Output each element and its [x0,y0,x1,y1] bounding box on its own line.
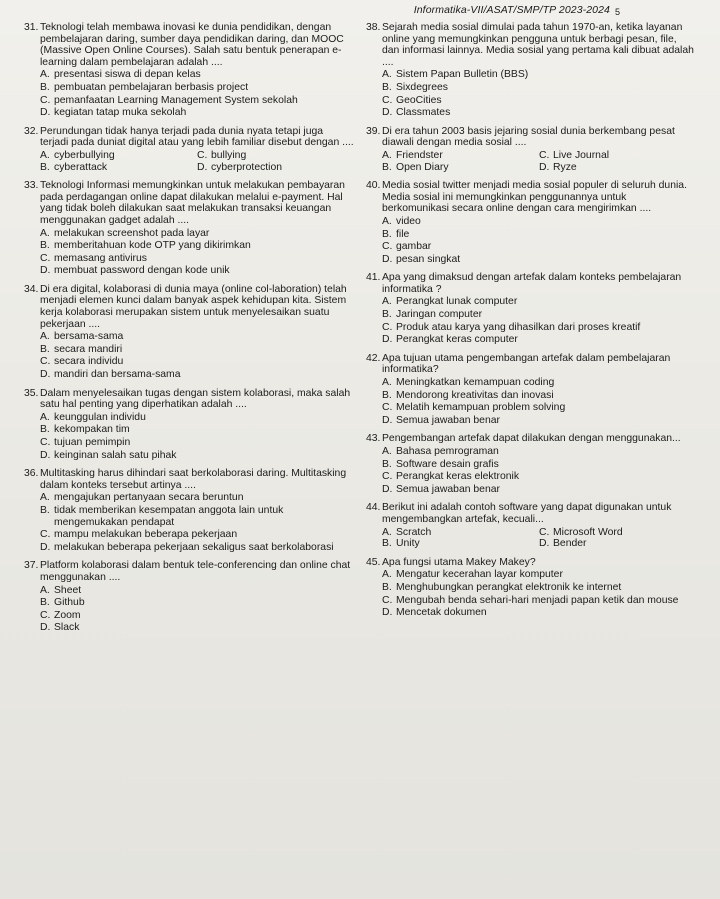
option-text: Friendster [396,149,443,161]
answer-option[interactable] [40,622,354,634]
question-number: 42. [366,352,381,364]
question-stem [24,468,354,491]
option-letter: D. [40,449,51,461]
option-letter: B. [382,538,392,550]
option-letter: B. [40,81,50,93]
answer-option[interactable] [382,254,696,266]
answer-option[interactable] [40,265,354,277]
option-letter: A. [40,149,50,161]
answer-options [382,527,696,550]
option-text: cyberprotection [211,161,283,173]
question-number: 33. [24,180,39,192]
option-text: mengajukan pertanyaan secara beruntun [54,492,244,504]
option-letter: D. [382,253,393,265]
option-letter: D. [539,538,550,550]
question-stem [366,126,696,149]
option-letter: D. [382,107,393,119]
option-text: mampu melakukan beberapa pekerjaan [54,529,238,541]
answer-option[interactable] [382,334,696,346]
answer-option[interactable] [382,241,696,253]
answer-option[interactable] [40,356,354,368]
answer-option[interactable] [197,150,354,162]
answer-options [382,69,696,118]
option-text: Mendorong kreativitas dan inovasi [396,389,554,401]
option-letter: A. [382,569,392,581]
option-text: bersama-sama [54,331,124,343]
option-letter: B. [382,309,392,321]
answer-option[interactable] [382,484,696,496]
option-letter: B. [40,161,50,173]
option-text: Slack [54,622,80,634]
question-text: Di era tahun 2003 basis jejaring sosial dunia berkembang pesat diawali dengan media sosial .... [382,125,675,149]
option-text: tujuan pemimpin [54,437,131,448]
option-text: pesan singkat [396,253,461,265]
question-text: Platform kolaborasi dalam bentuk tele-conferencing dan online chat menggunakan .... [40,560,351,583]
question-stem [366,180,696,215]
answer-option[interactable] [40,424,354,436]
option-text: Perangkat keras computer [396,334,518,346]
answer-options [40,331,354,380]
answer-options [40,228,354,277]
option-text: melakukan beberapa pekerjaan sekaligus saat berkolaborasi [54,541,334,553]
question-number: 45. [366,556,381,568]
answer-option[interactable] [40,585,354,597]
option-text: pembuatan pembelajaran berbasis project [54,81,249,93]
question-number: 38. [366,22,381,33]
option-text: Bender [553,538,587,550]
option-text: file [396,228,410,240]
option-letter: D. [382,607,393,619]
question-text: Pengembangan artefak dapat dilakukan dengan menggunakan... [382,433,681,445]
answer-option[interactable] [40,69,354,81]
question-item [24,22,354,119]
answer-options [40,150,354,173]
option-letter: C. [197,149,208,161]
option-letter: B. [40,343,50,355]
question-number: 31. [24,22,39,33]
question-stem [24,284,354,330]
option-letter: B. [40,504,50,516]
option-letter: A. [382,69,392,81]
option-letter: C. [539,526,550,538]
option-letter: B. [382,161,392,173]
question-stem [366,433,696,445]
option-text: Produk atau karya yang dihasilkan dari proses kreatif [396,321,641,333]
answer-option[interactable] [382,446,696,458]
option-text: Mengubah benda sehari-hari menjadi papan ketik dan mouse [396,594,679,606]
option-letter: A. [382,446,392,457]
answer-option[interactable] [40,162,197,174]
answer-option[interactable] [40,369,354,381]
option-letter: A. [382,526,392,538]
option-letter: D. [40,369,51,381]
option-text: pemanfaatan Learning Management System sekolah [54,94,298,106]
answer-option[interactable] [382,162,539,174]
answer-options [382,296,696,345]
option-letter: C. [382,594,393,606]
question-number: 40. [366,180,381,192]
option-letter: C. [40,609,51,621]
option-letter: D. [382,334,393,346]
question-number: 36. [24,468,39,480]
answer-option[interactable] [382,527,539,539]
question-number: 44. [366,502,381,514]
option-letter: D. [539,161,550,173]
option-letter: A. [40,69,50,81]
option-letter: C. [382,321,393,333]
option-text: tidak memberikan kesempatan anggota lain untuk mengemukakan pendapat [54,504,284,528]
answer-option[interactable] [40,529,354,541]
answer-options [382,377,696,426]
option-text: bullying [211,149,247,161]
option-text: keunggulan individu [54,411,146,423]
option-letter: C. [539,149,550,161]
option-text: Live Journal [553,149,610,161]
question-stem [366,557,696,569]
question-text: Apa fungsi utama Makey Makey? [382,556,536,568]
question-text: Media sosial twitter menjadi media sosial populer di seluruh dunia. Media sosial ini memungkinkan penggunannya untuk berkomunikasi secara online dengan cara mengirimkan .... [382,180,687,215]
option-text: Ryze [553,161,577,173]
question-item [24,284,354,381]
option-text: cyberattack [54,161,108,173]
option-text: Semua jawaban benar [396,483,500,495]
question-text: Multitasking harus dihindari saat berkolaborasi daring. Multitasking dalam konteks tersebut artinya .... [40,468,347,491]
option-letter: D. [382,414,393,426]
answer-option[interactable] [382,471,696,483]
option-text: Software desain grafis [396,458,499,470]
option-letter: A. [40,331,50,343]
question-text: Dalam menyelesaikan tugas dengan sistem kolaborasi, maka salah satu hal penting yang diperhatikan adalah .... [40,387,351,411]
answer-option[interactable] [382,107,696,119]
question-item [366,502,696,549]
option-text: Perangkat lunak computer [396,296,518,308]
option-text: Mencetak dokumen [396,607,487,619]
answer-option[interactable] [40,95,354,107]
option-text: Melatih kemampuan problem solving [396,402,566,414]
option-letter: A. [40,227,50,239]
option-letter: D. [40,265,51,277]
question-text: Teknologi Informasi memungkinkan untuk melakukan pembayaran pada perdagangan online dapat dilakukan melalui e-payment. Hal yang tidak boleh dilakukan saat melakukan transaksi keuangan menggunakan gadget adalah .... [40,180,345,226]
answer-option[interactable] [40,542,354,554]
page-number: 5 [614,7,620,17]
option-letter: C. [40,94,51,106]
option-text: Jaringan computer [396,309,483,321]
question-item [366,180,696,265]
question-item [24,560,354,634]
option-letter: D. [40,622,51,634]
question-item [366,353,696,427]
option-text: memasang antivirus [54,252,147,264]
question-item [24,126,354,173]
option-letter: A. [382,215,392,227]
question-item [366,22,696,119]
answer-options [40,412,354,461]
question-text: Apa tujuan utama pengembangan artefak dalam pembelajaran informatika? [382,352,671,376]
answer-option[interactable] [382,377,696,389]
answer-option[interactable] [382,322,696,334]
option-text: secara mandiri [54,343,123,355]
option-text: kekompakan tim [54,424,130,436]
question-stem [24,126,354,149]
option-letter: B. [40,424,50,436]
option-text: gambar [396,241,432,253]
option-letter: A. [40,411,50,423]
option-text: Perangkat keras elektronik [396,471,520,483]
question-number: 41. [366,272,381,284]
option-text: Sistem Papan Bulletin (BBS) [396,69,529,81]
option-letter: B. [40,240,50,252]
answer-option[interactable] [40,228,354,240]
option-text: Zoom [54,609,81,621]
question-item [366,272,696,346]
answer-option[interactable] [382,296,696,308]
answer-option[interactable] [40,610,354,622]
answer-option[interactable] [382,309,696,321]
option-text: cyberbullying [54,149,115,161]
right-column [366,22,696,641]
answer-option[interactable] [40,240,354,252]
option-text: secara individu [54,356,124,368]
answer-option[interactable] [40,505,354,528]
option-text: membuat password dengan kode unik [54,265,230,277]
question-text: Apa yang dimaksud dengan artefak dalam konteks pembelajaran informatika ? [382,272,682,295]
question-columns [24,22,708,641]
answer-option[interactable] [40,82,354,94]
option-text: mandiri dan bersama-sama [54,369,181,381]
answer-option[interactable] [539,527,696,539]
option-text: Mengatur kecerahan layar komputer [396,569,563,581]
answer-option[interactable] [40,437,354,449]
option-text: Sixdegrees [396,81,448,93]
answer-options [382,150,696,173]
answer-options [40,585,354,634]
option-text: kegiatan tatap muka sekolah [54,107,187,119]
answer-option[interactable] [40,150,197,162]
answer-option[interactable] [382,595,696,607]
option-text: keinginan salah satu pihak [54,449,177,461]
question-text: Berikut ini adalah contoh software yang dapat digunakan untuk mengembangkan artefak, kecuali... [382,502,672,525]
option-letter: B. [382,228,392,240]
question-item [366,433,696,495]
answer-option[interactable] [382,569,696,581]
option-letter: A. [40,492,50,504]
answer-option[interactable] [40,107,354,119]
answer-option[interactable] [382,390,696,402]
option-text: Bahasa pemrograman [396,446,499,457]
answer-option[interactable] [382,150,539,162]
answer-option[interactable] [382,607,696,619]
option-text: memberitahuan kode OTP yang dikirimkan [54,240,251,252]
answer-options [40,69,354,118]
option-text: Open Diary [396,161,449,173]
option-letter: B. [382,458,392,470]
answer-option[interactable] [539,150,696,162]
option-letter: B. [40,597,50,609]
option-letter: D. [40,107,51,119]
option-text: Github [54,597,85,609]
answer-option[interactable] [382,402,696,414]
option-letter: C. [40,356,51,368]
answer-option[interactable] [40,412,354,424]
option-text: Microsoft Word [553,526,623,538]
option-text: Scratch [396,526,432,538]
answer-option[interactable] [539,162,696,174]
question-stem [24,560,354,583]
answer-option[interactable] [382,216,696,228]
option-letter: B. [382,389,392,401]
answer-option[interactable] [382,415,696,427]
answer-option[interactable] [382,82,696,94]
exam-header: Informatika-VII/ASAT/SMP/TP 2023-2024 [413,4,610,16]
option-text: melakukan screenshot pada layar [54,227,210,239]
option-letter: C. [382,402,393,414]
option-text: video [396,215,421,227]
answer-option[interactable] [40,344,354,356]
option-text: Menghubungkan perangkat elektronik ke internet [396,581,622,593]
option-text: Meningkatkan kemampuan coding [396,377,555,389]
answer-option[interactable] [197,162,354,174]
question-stem [24,180,354,226]
question-item [24,388,354,462]
option-letter: C. [382,94,393,106]
question-text: Sejarah media sosial dimulai pada tahun 1970-an, ketika layanan online yang memungkinkan pengguna untuk berbagi pesan, file, dan informasi lainnya. Media sosial yang pertama kali dibuat adalah .... [382,22,694,68]
question-number: 34. [24,283,39,295]
option-letter: D. [197,161,208,173]
question-stem [366,502,696,525]
answer-option[interactable] [382,229,696,241]
option-letter: C. [40,529,51,541]
answer-option[interactable] [382,538,539,550]
option-letter: C. [382,471,393,483]
answer-option[interactable] [382,459,696,471]
answer-option[interactable] [382,582,696,594]
question-stem [24,22,354,68]
answer-options [40,492,354,553]
option-text: Unity [396,538,420,550]
option-letter: C. [382,241,393,253]
option-letter: A. [382,377,392,389]
left-column [24,22,354,641]
question-number: 35. [24,387,39,399]
answer-options [382,569,696,618]
question-item [24,468,354,553]
answer-option[interactable] [40,492,354,504]
question-item [366,557,696,619]
question-stem [366,22,696,68]
answer-option[interactable] [40,253,354,265]
answer-option[interactable] [40,597,354,609]
question-text: Teknologi telah membawa inovasi ke dunia pendidikan, dengan pembelajaran daring, sumber daya pendidikan daring, dan MOOC (Massive Open Online Courses). Salah satu bentuk penerapan e-learning dalam pembelajaran adalah .... [40,22,344,68]
answer-option[interactable] [539,538,696,550]
question-text: Perundungan tidak hanya terjadi pada dunia nyata tetapi juga terjadi pada duniat digital atau yang lebih familiar disebut dengan .... [40,125,354,149]
question-stem [366,353,696,376]
option-text: Sheet [54,584,82,596]
answer-option[interactable] [382,95,696,107]
option-letter: D. [40,541,51,553]
option-letter: A. [382,149,392,161]
option-text: Classmates [396,107,451,119]
question-text: Di era digital, kolaborasi di dunia maya (online col-laboration) telah menjadi elemen kunci dalam banyak aspek kehidupan kita. Sistem kerja kolaborasi merupakan sistem untuk menyelesaikan suatu pekerjaan .... [40,283,347,330]
answer-options [382,446,696,495]
option-text: GeoCities [396,94,442,106]
option-letter: B. [382,81,392,93]
answer-option[interactable] [382,69,696,81]
option-letter: C. [40,252,51,264]
question-item [24,180,354,277]
option-text: Semua jawaban benar [396,414,500,426]
question-stem [366,272,696,295]
answer-options [382,216,696,265]
answer-option[interactable] [40,331,354,343]
question-number: 32. [24,125,39,137]
option-letter: B. [382,581,392,593]
option-letter: A. [40,584,50,596]
question-number: 37. [24,560,39,572]
option-letter: D. [382,483,393,495]
question-number: 43. [366,433,381,445]
question-number: 39. [366,125,381,137]
question-stem [24,388,354,411]
option-letter: C. [40,437,51,448]
answer-option[interactable] [40,450,354,462]
option-text: presentasi siswa di depan kelas [54,69,201,81]
option-letter: A. [382,296,392,308]
question-item [366,126,696,173]
